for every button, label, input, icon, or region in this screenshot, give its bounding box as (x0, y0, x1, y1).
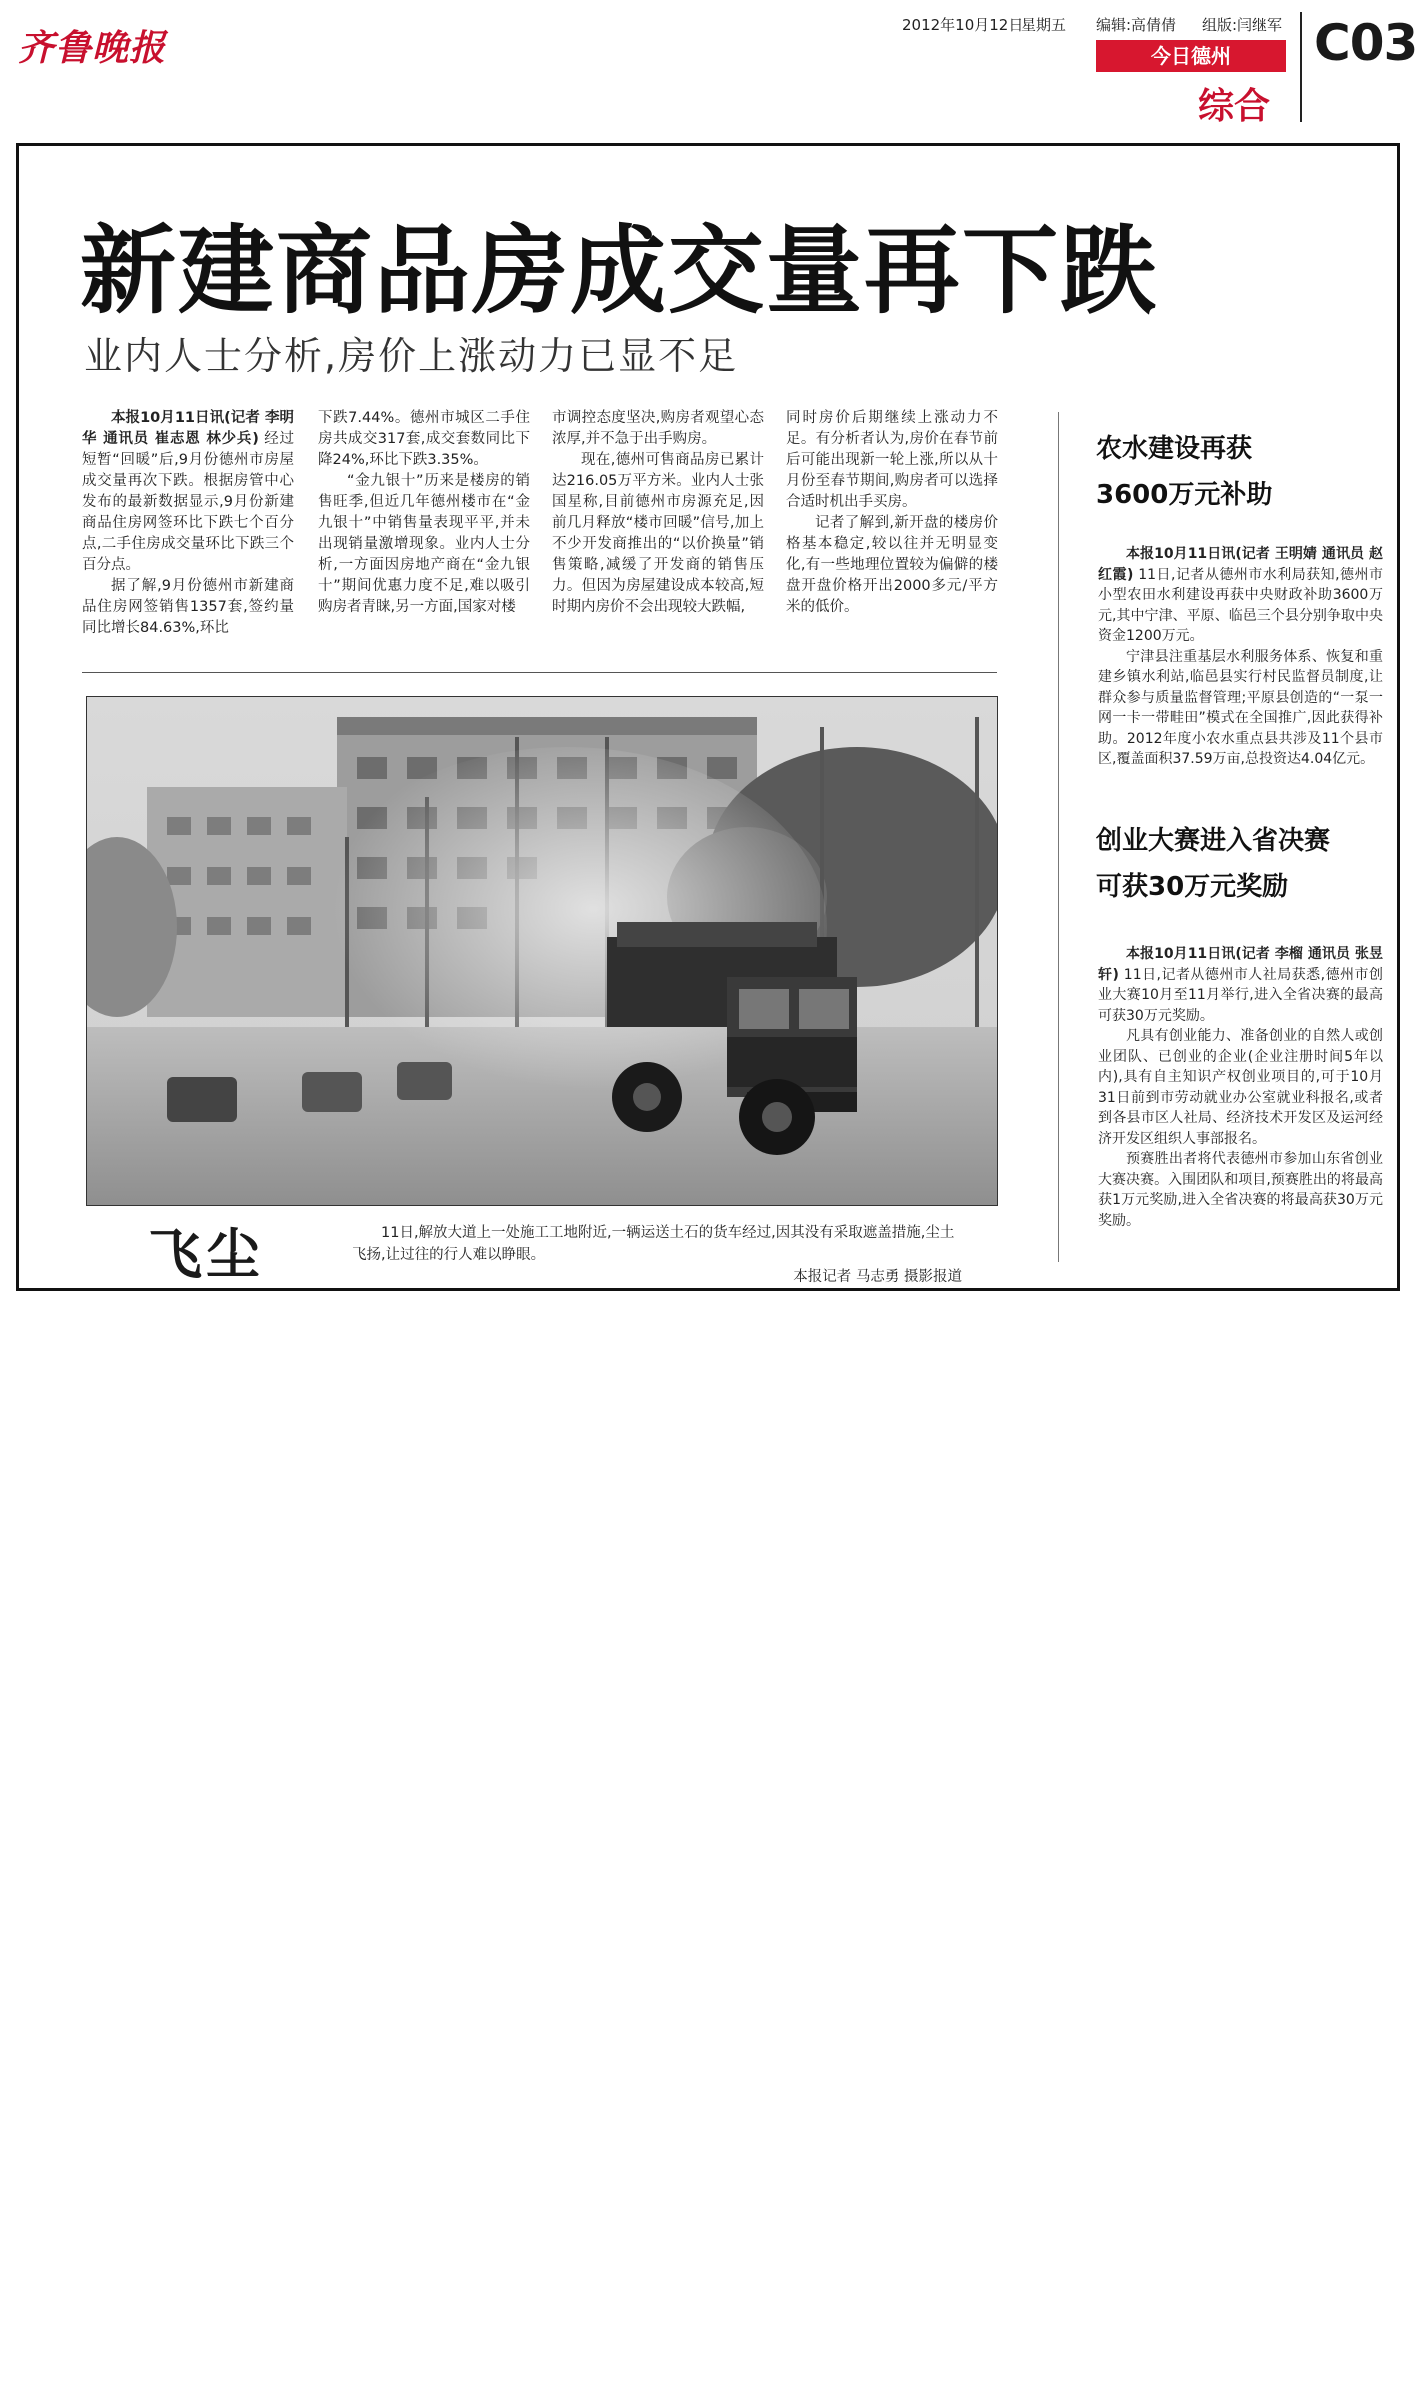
photo-caption-title: 飞尘 (148, 1223, 264, 1286)
article-byline: 本报10月11日讯(记者 王明婧 通讯员 赵红霞) (1098, 546, 1383, 583)
article-paragraph: 现在,德州可售商品房已累计达216.05万平方米。业内人士张国星称,目前德州市房源充足,因前几月释放“楼市回暖”信号,加上不少开发商推出的“以价换量”销售策略,减缓了开发商的销售压力。但因为房屋建设成本较高,短时期内房价不会出现较大跌幅, (552, 452, 764, 615)
side-story-1-headline-line2: 3600万元补助 (1096, 480, 1273, 510)
editor-credit: 编辑:高倩倩 (1096, 16, 1177, 34)
article-paragraph: “金九银十”历来是楼房的销售旺季,但近几年德州楼市在“金九银十”中销售量表现平平,并未出现销量激增现象。业内人士分析,一方面因房地产商在“金九银十”期间优惠力度不足,难以吸引购房者青睐,另一方面,国家对楼 (318, 473, 530, 615)
side-story-2-headline-line2: 可获30万元奖励 (1096, 872, 1289, 902)
side-story-1-body (1098, 544, 1383, 770)
article-paragraph: 经过短暂“回暖”后,9月份德州市房屋成交量再次下跌。根据房管中心发布的最新数据显示,9月份新建商品住房网签环比下跌七个百分点,二手住房成交量环比下跌三个百分点。 (82, 431, 295, 573)
article-column-3 (552, 408, 764, 618)
news-photo (86, 696, 998, 1206)
main-headline: 新建商品房成交量再下跌 (80, 215, 1158, 327)
article-paragraph: 11日,记者从德州市水利局获知,德州市小型农田水利建设再获中央财政补助3600万元,其中宁津、平原、临邑三个县分别争取中央资金1200万元。 (1098, 566, 1383, 644)
article-paragraph: 记者了解到,新开盘的楼房价格基本稳定,较以往并无明显变化,有一些地理位置较为偏僻的楼盘开盘价格开出2000多元/平方米的低价。 (786, 515, 998, 615)
article-byline: 本报10月11日讯(记者 李榴 通讯员 张昱轩) (1098, 946, 1383, 983)
photo-caption (352, 1222, 962, 1288)
article-paragraph: 据了解,9月份德州市新建商品住房网签销售1357套,签约量同比增长84.63%,环比 (82, 578, 294, 636)
section-name: 综合 (1198, 86, 1271, 127)
truck-dust-photo (87, 697, 997, 1205)
newspaper-logo: 齐鲁晚报 (18, 27, 167, 69)
side-story-2-body (1098, 944, 1383, 1231)
article-paragraph: 宁津县注重基层水利服务体系、恢复和重建乡镇水利站,临邑县实行村民监督员制度,让群众参与质量监督管理;平原县创造的“一泵一网一卡一带畦田”模式在全国推广,因此获得补助。2012年度小农水重点县共涉及11个县市区,覆盖面积37.59万亩,总投资达4.04亿元。 (1098, 648, 1383, 767)
side-story-2-headline-line1: 创业大赛进入省决赛 (1096, 826, 1331, 856)
article-column-4 (786, 408, 998, 618)
column-divider (1058, 412, 1059, 1262)
article-divider (82, 672, 997, 673)
article-paragraph: 同时房价后期继续上涨动力不足。有分析者认为,房价在春节前后可能出现新一轮上涨,所以从十月份至春节期间,购房者可以选择合适时机出手买房。 (786, 410, 998, 510)
photo-credit: 本报记者 马志勇 摄影报道 (793, 1269, 962, 1285)
page-number: C03 (1314, 14, 1417, 72)
issue-weekday: 星期五 (1021, 16, 1067, 34)
layout-credit: 组版:闫继军 (1202, 16, 1283, 34)
article-paragraph: 凡具有创业能力、准备创业的自然人或创业团队、已创业的企业(企业注册时间5年以内),具有自主知识产权创业项目的,可于10月31日前到市劳动就业办公室就业科报名,或者到各县市区人社局、经济技术开发区及运河经济开发区组织人事部报名。 (1098, 1028, 1383, 1147)
article-paragraph: 市调控态度坚决,购房者观望心态浓厚,并不急于出手购房。 (552, 410, 764, 447)
article-paragraph: 预赛胜出者将代表德州市参加山东省创业大赛决赛。入围团队和项目,预赛胜出的将最高获1万元奖励,进入全省决赛的将最高获30万元奖励。 (1098, 1151, 1383, 1229)
issue-date: 2012年10月12日 (902, 16, 1024, 34)
main-subhead: 业内人士分析,房价上涨动力已显不足 (84, 334, 739, 378)
section-tab: 今日德州 (1096, 40, 1286, 72)
article-column-2 (318, 408, 530, 618)
side-story-1-headline-line1: 农水建设再获 (1096, 434, 1253, 464)
article-column-1 (82, 408, 294, 639)
article-paragraph: 11日,记者从德州市人社局获悉,德州市创业大赛10月至11月举行,进入全省决赛的最高可获30万元奖励。 (1098, 966, 1383, 1024)
masthead-divider (1300, 12, 1302, 122)
article-paragraph: 下跌7.44%。德州市城区二手住房共成交317套,成交套数同比下降24%,环比下跌3.35%。 (318, 410, 530, 468)
article-byline: 本报10月11日讯(记者 李明华 通讯员 崔志恩 林少兵) (82, 410, 294, 447)
photo-caption-text: 11日,解放大道上一处施工工地附近,一辆运送土石的货车经过,因其没有采取遮盖措施,尘土飞扬,让过往的行人难以睁眼。 (352, 1225, 955, 1263)
